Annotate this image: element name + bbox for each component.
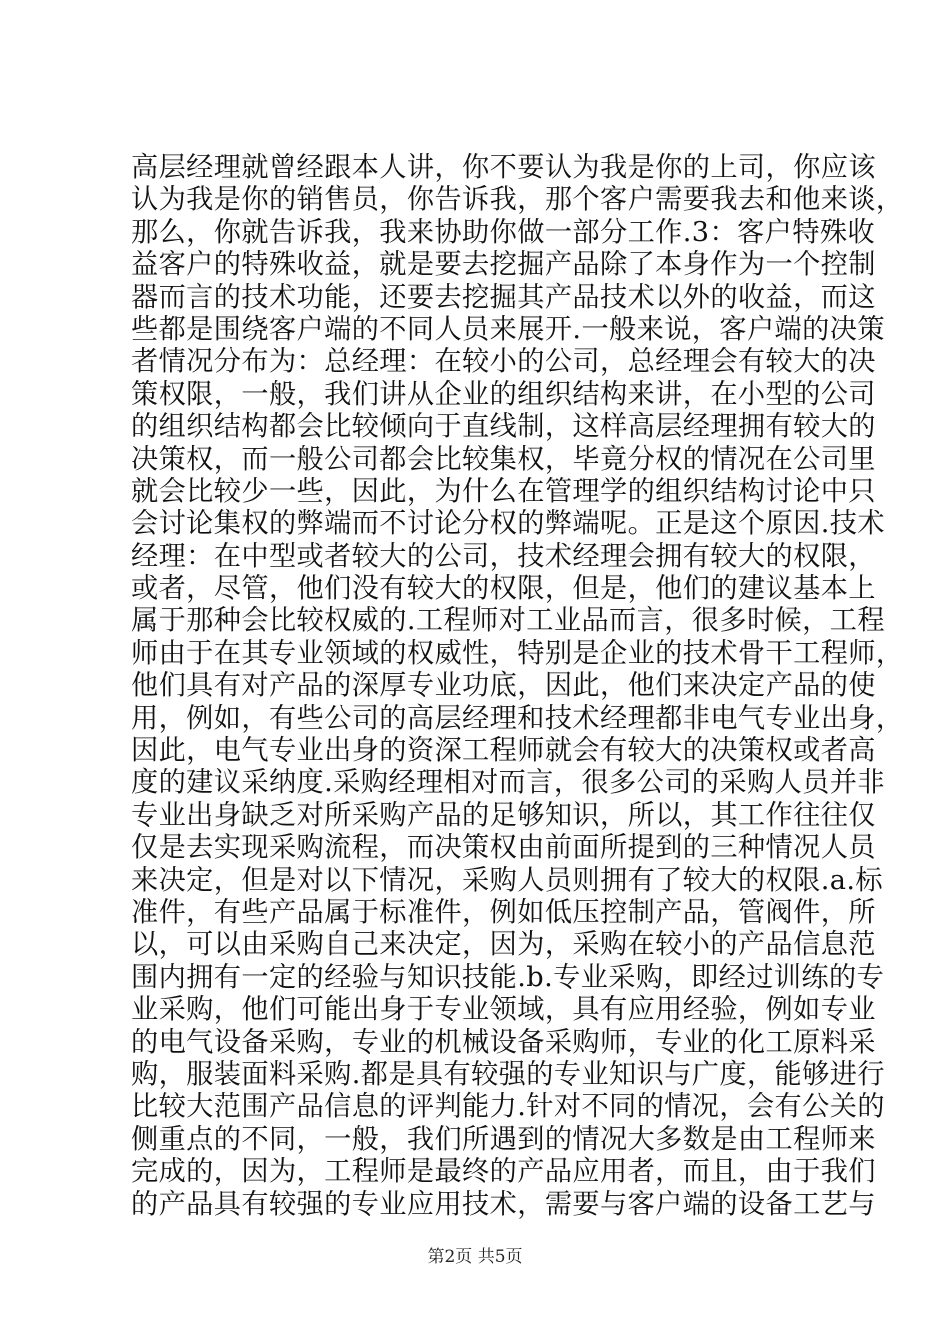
text-line: 或者，尽管，他们没有较大的权限，但是，他们的建议基本上 [131, 573, 876, 605]
text-line: 仅是去实现采购流程，而决策权由前面所提到的三种情况人员 [131, 832, 876, 864]
text-line: 会讨论集权的弊端而不讨论分权的弊端呢。正是这个原因.技术 [131, 508, 885, 540]
text-line: 以，可以由采购自己来决定，因为，采购在较小的产品信息范 [131, 929, 876, 961]
text-line: 比较大范围产品信息的评判能力.针对不同的情况，会有公关的 [131, 1091, 885, 1123]
text-line: 者情况分布为：总经理：在较小的公司，总经理会有较大的决 [131, 346, 876, 378]
text-line: 师由于在其专业领域的权威性，特别是企业的技术骨干工程师， [131, 637, 904, 669]
text-line: 的产品具有较强的专业应用技术，需要与客户端的设备工艺与 [131, 1188, 876, 1220]
text-line: 用，例如，有些公司的高层经理和技术经理都非电气专业出身， [131, 702, 904, 734]
text-line: 属于那种会比较权威的.工程师对工业品而言，很多时候，工程 [131, 605, 885, 637]
text-line: 专业出身缺乏对所采购产品的足够知识，所以，其工作往往仅 [131, 799, 876, 831]
text-line: 策权限，一般，我们讲从企业的组织结构来讲，在小型的公司 [131, 378, 876, 410]
text-line: 的组织结构都会比较倾向于直线制，这样高层经理拥有较大的 [131, 411, 876, 443]
text-line: 器而言的技术功能，还要去挖掘其产品技术以外的收益，而这 [131, 281, 876, 313]
text-line: 业采购，他们可能出身于专业领域，具有应用经验，例如专业 [131, 994, 876, 1026]
text-line: 他们具有对产品的深厚专业功底，因此，他们来决定产品的使 [131, 670, 876, 702]
text-line: 那么，你就告诉我，我来协助你做一部分工作.3：客户特殊收 [131, 216, 876, 248]
text-line: 购，服装面料采购.都是具有较强的专业知识与广度，能够进行 [131, 1058, 885, 1090]
text-line: 就会比较少一些，因此，为什么在管理学的组织结构讨论中只 [131, 475, 876, 507]
text-line: 准件，有些产品属于标准件，例如低压控制产品，管阀件，所 [131, 896, 876, 928]
text-line: 因此，电气专业出身的资深工程师就会有较大的决策权或者高 [131, 735, 876, 767]
text-line: 度的建议采纳度.采购经理相对而言，很多公司的采购人员并非 [131, 767, 885, 799]
text-line: 侧重点的不同，一般，我们所遇到的情况大多数是由工程师来 [131, 1123, 876, 1155]
text-line: 高层经理就曾经跟本人讲，你不要认为我是你的上司，你应该 [131, 152, 876, 183]
text-line: 围内拥有一定的经验与知识技能.b.专业采购，即经过训练的专 [131, 961, 885, 993]
text-line: 决策权，而一般公司都会比较集权，毕竟分权的情况在公司里 [131, 443, 876, 475]
text-line: 经理：在中型或者较大的公司，技术经理会拥有较大的权限， [131, 540, 876, 572]
text-line: 完成的，因为，工程师是最终的产品应用者，而且，由于我们 [131, 1156, 876, 1188]
page-footer: 第2页 共5页 [427, 1247, 523, 1267]
text-line: 益客户的特殊收益，就是要去挖掘产品除了本身作为一个控制 [131, 249, 876, 281]
text-line: 认为我是你的销售员，你告诉我，那个客户需要我去和他来谈， [131, 184, 904, 216]
body-text [131, 152, 904, 1221]
text-line: 来决定，但是对以下情况，采购人员则拥有了较大的权限.a.标 [131, 864, 883, 896]
text-line: 的电气设备采购，专业的机械设备采购师，专业的化工原料采 [131, 1026, 876, 1058]
text-line: 些都是围绕客户端的不同人员来展开.一般来说，客户端的决策 [131, 313, 885, 345]
